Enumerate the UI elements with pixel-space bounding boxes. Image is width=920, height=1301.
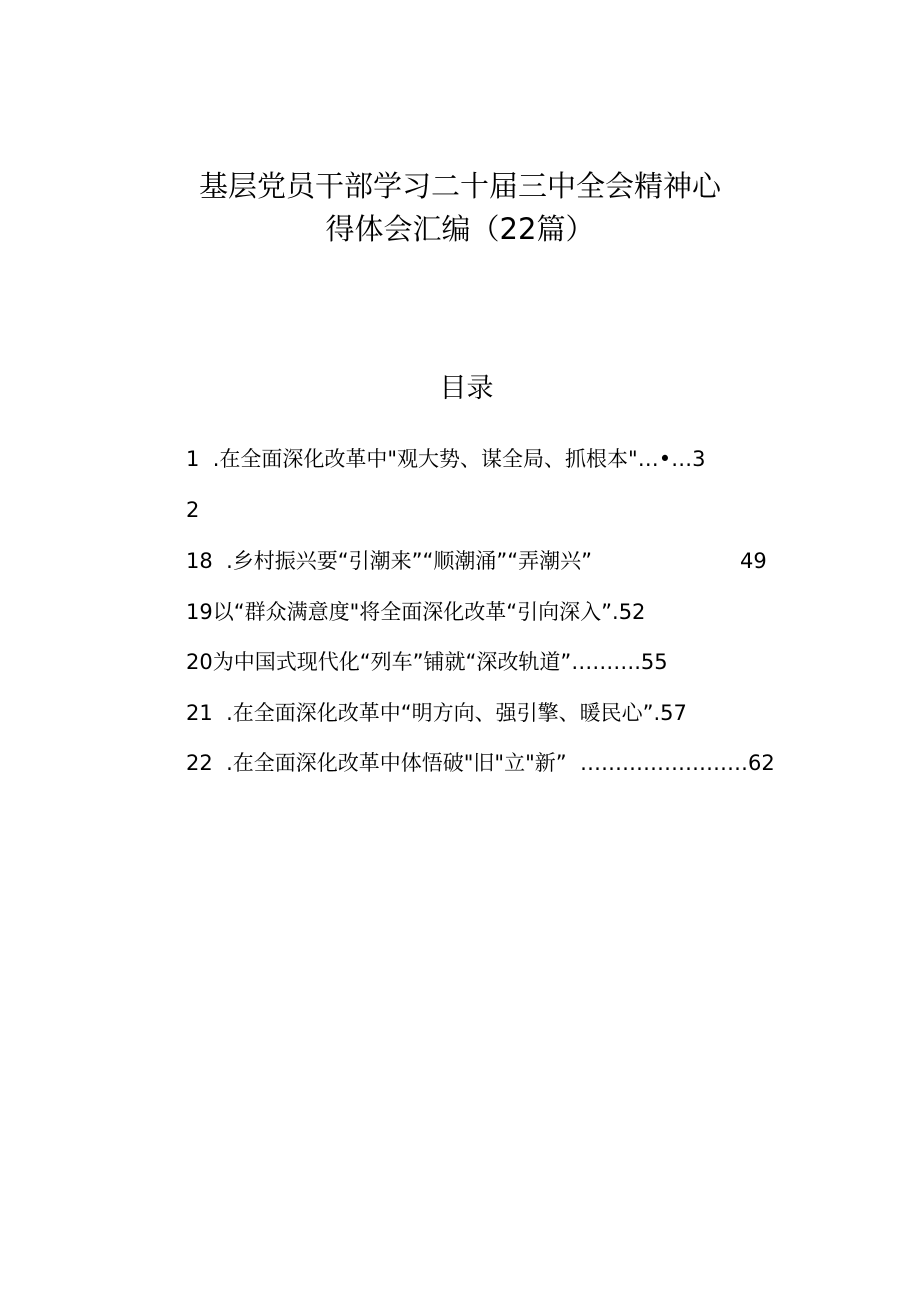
document-title-line-2: 得体会汇编（22篇） bbox=[325, 212, 595, 246]
document-title-line-1: 基层党员干部学习二十届三中全会精神心 bbox=[198, 169, 721, 203]
toc-entry-1-continuation[interactable] bbox=[186, 496, 199, 524]
toc-entry-18-text: 18 .乡村振兴要“引潮来”“顺潮涌”“弄潮兴” bbox=[186, 549, 593, 573]
toc-entry-19[interactable] bbox=[186, 598, 645, 626]
toc-heading: 目录 bbox=[439, 373, 494, 404]
toc-entry-19-text: 19以“群众满意度"将全面深化改革“引向深入”.52 bbox=[186, 600, 646, 624]
toc-entry-1-text: 1 .在全面深化改革中"观大势、谋全局、抓根本"…•…3 bbox=[186, 447, 706, 471]
toc-entry-21[interactable] bbox=[186, 699, 687, 727]
toc-entry-20-text: 20为中国式现代化“列车”铺就“深改轨道”……….55 bbox=[186, 650, 668, 674]
toc-entry-18-page[interactable]: 49 bbox=[740, 549, 767, 573]
toc-entry-1-continuation-text: 2 bbox=[186, 498, 200, 522]
toc-entry-20[interactable] bbox=[186, 648, 668, 676]
toc-entry-1[interactable] bbox=[186, 445, 705, 473]
toc-entry-22-text: 22 .在全面深化改革中体悟破"旧"立"新” ……………………62 bbox=[186, 751, 775, 775]
toc-entry-18[interactable] bbox=[186, 547, 592, 575]
toc-entry-21-text: 21 .在全面深化改革中“明方向、强引擎、暖民心”.57 bbox=[186, 701, 687, 725]
toc-entry-22[interactable] bbox=[186, 749, 775, 777]
